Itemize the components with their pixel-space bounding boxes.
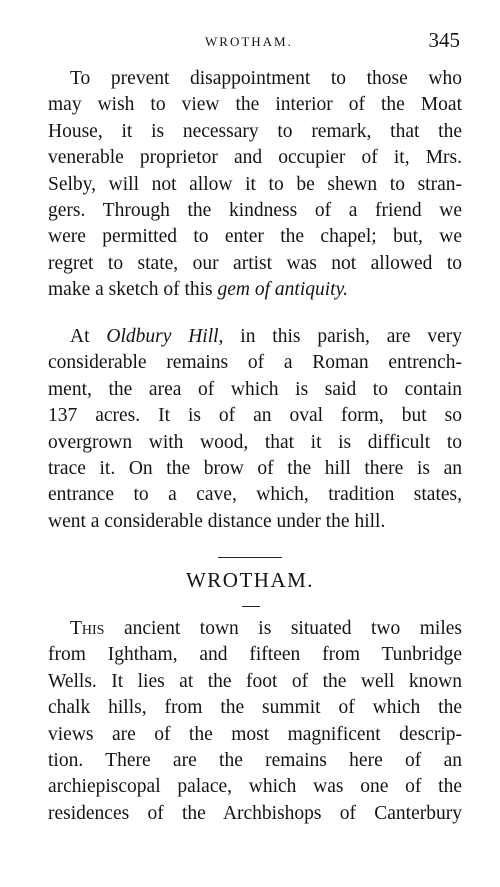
text-line: trace it. On the brow of the hill there is an [48, 457, 462, 479]
page-header [0, 28, 500, 58]
text-line: Selby, will not allow it to be shewn to stran- [48, 173, 462, 195]
italic-phrase: gem of antiquity. [217, 279, 349, 301]
paragraph-oldbury-hill [48, 324, 462, 535]
text-run: ancient town is situated two miles [104, 618, 462, 639]
paragraph-wrotham [48, 616, 462, 827]
text-line: archiepiscopal palace, which was one of the [48, 776, 462, 798]
text-line: venerable proprietor and occupier of it, Mrs. [48, 147, 462, 169]
text-line: House, it is necessary to remark, that the [48, 120, 462, 142]
section-heading: WROTHAM. [185, 568, 315, 592]
text-line: views are of the most magnificent descrip- [48, 723, 462, 745]
heading-rule [242, 606, 260, 607]
text-line: regret to state, our artist was not allowed to [48, 252, 462, 274]
text-line: entrance to a cave, which, tradition states, [48, 484, 462, 506]
text-line [48, 616, 462, 642]
text-run: At [70, 326, 107, 347]
text-line: from Ightham, and fifteen from Tunbridge [48, 644, 462, 666]
text-line: residences of the Archbishops of Canterbury [48, 802, 462, 824]
section-divider [218, 557, 282, 558]
text-line: Wells. It lies at the foot of the well known [48, 670, 462, 692]
text-line [48, 324, 462, 350]
page-number: 345 [428, 28, 460, 52]
text-line: 137 acres. It is of an oval form, but so [48, 405, 462, 427]
text-line [48, 277, 462, 303]
text-run: , in this parish, are very [218, 326, 462, 347]
text-line: tion. There are the remains here of an [48, 749, 462, 771]
text-line: went a considerable distance under the hill. [48, 510, 386, 532]
text-line: overgrown with wood, that it is difficult to [48, 431, 462, 453]
text-line: To prevent disappointment to those who [70, 68, 462, 89]
italic-place-name: Oldbury Hill [106, 326, 219, 347]
text-run: make a sketch of this [48, 279, 218, 301]
small-caps-lead-word: This [70, 618, 105, 639]
text-line: ment, the area of which is said to contain [48, 378, 462, 400]
text-line: were permitted to enter the chapel; but, we [48, 226, 462, 248]
paragraph-moat-house [48, 66, 462, 304]
text-line: may wish to view the interior of the Moat [48, 94, 462, 116]
text-line: chalk hills, from the summit of which the [48, 697, 462, 719]
text-line: gers. Through the kindness of a friend we [48, 199, 462, 221]
text-line: considerable remains of a Roman entrench- [48, 352, 462, 374]
running-title: WROTHAM. [205, 34, 293, 49]
